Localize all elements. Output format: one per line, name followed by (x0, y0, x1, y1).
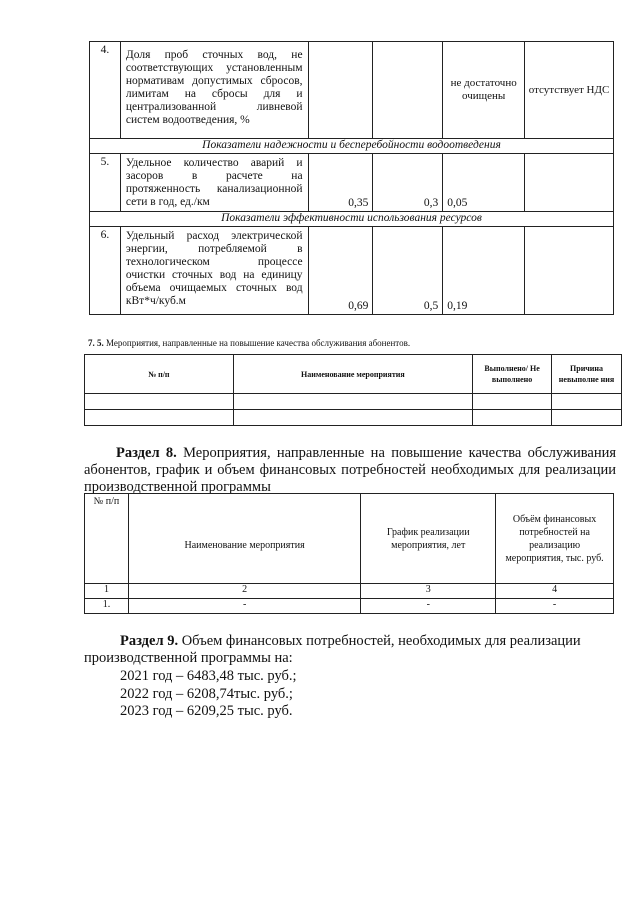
table-row (90, 154, 614, 212)
row-number: 5. (90, 154, 121, 212)
header-cell: График реализации мероприятия, лет (361, 494, 496, 584)
header-cell: № п/п (85, 494, 129, 584)
section-heading: Показатели надежности и бесперебойности водоотведения (90, 139, 614, 154)
table-row: 1 2 3 4 (85, 584, 614, 599)
header-cell: Наименование мероприятия (233, 355, 473, 394)
table-row (85, 394, 622, 410)
indicator-description: Доля проб сточных вод, не соответствующих установленным нормативам допустимых сбросов, лимитам на сбросы для и централизованной ливневой систем водоотведения, % (120, 42, 308, 139)
table-row (90, 42, 614, 139)
measures-table (84, 354, 622, 426)
value-cell: 0,19 (443, 227, 525, 315)
value-cell (373, 42, 443, 139)
section-heading: Показатели эффективности использования ресурсов (90, 212, 614, 227)
table-row (85, 410, 622, 426)
header-cell: № п/п (85, 355, 234, 394)
table-row (90, 227, 614, 315)
header-cell: Наименование мероприятия (128, 494, 360, 584)
table-row (85, 355, 622, 394)
list-item: 2022 год – 6208,74тыс. руб.; (120, 685, 293, 702)
value-cell: 0,69 (308, 227, 373, 315)
value-cell: отсутствует НДС (525, 42, 614, 139)
section9-paragraph: Раздел 9. Объем финансовых потребностей, необходимых для реализации производственной программы на: (84, 633, 581, 666)
row-number: 4. (90, 42, 121, 139)
indicators-table (89, 41, 614, 315)
value-cell (525, 227, 614, 315)
row-number: 6. (90, 227, 121, 315)
value-cell: 0,3 (373, 154, 443, 212)
value-cell: 0,5 (373, 227, 443, 315)
indicator-description: Удельный расход электрической энергии, потребляемой в технологическом процессе очистки сточных вод на единицу объема очищаемых сточных вод кВт*ч/куб.м (120, 227, 308, 315)
value-cell: 0,35 (308, 154, 373, 212)
header-cell: Причина невыполне ния (552, 355, 622, 394)
section8-table (84, 493, 614, 614)
value-cell (308, 42, 373, 139)
section8-paragraph: Раздел 8. Мероприятия, направленные на повышение качества обслуживания абонентов, график и объем финансовых потребностей необходимых для реализации производственной программы (84, 445, 617, 495)
table-row (85, 494, 614, 584)
measures-heading: 7. 5. Мероприятия, направленные на повышение качества обслуживания абонентов. (88, 338, 411, 348)
financing-list (120, 668, 297, 721)
indicator-description: Удельное количество аварий и засоров в расчете на протяженность канализационной сети в год, ед./км (120, 154, 308, 212)
value-cell: не достаточно очищены (443, 42, 525, 139)
value-cell (525, 154, 614, 212)
table-row: 1. - - - (85, 599, 614, 614)
list-item: 2021 год – 6483,48 тыс. руб.; (120, 668, 297, 684)
header-cell: Выполнено/ Не выполнено (473, 355, 552, 394)
value-cell: 0,05 (443, 154, 525, 212)
header-cell: Объём финансовых потребностей на реализацию мероприятия, тыс. руб. (496, 494, 614, 584)
list-item: 2023 год – 6209,25 тыс. руб. (120, 703, 293, 719)
